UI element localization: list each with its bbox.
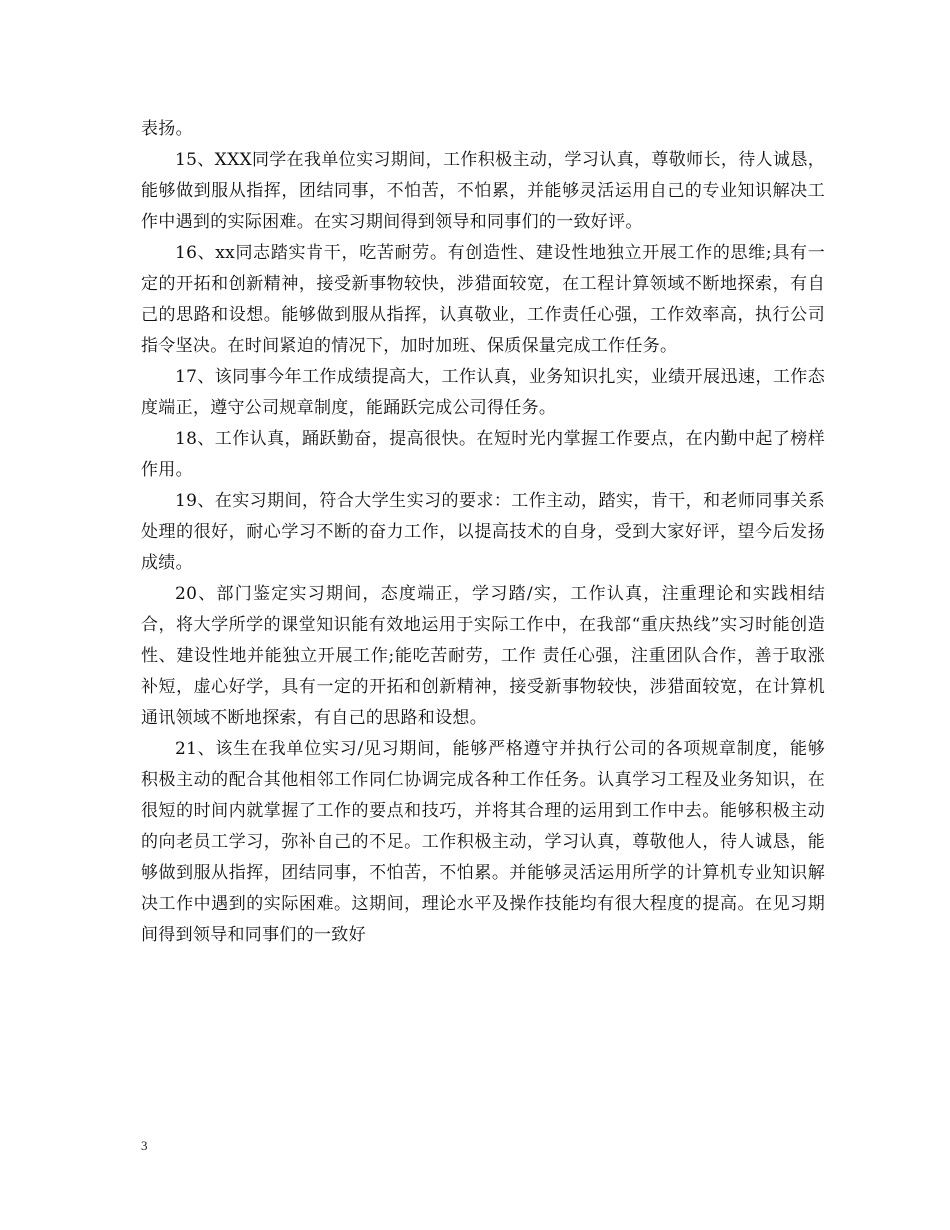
paragraph-19: 19、在实习期间，符合大学生实习的要求：工作主动，踏实，肯干，和老师同事关系处理的很好，耐心学习不断的奋力工作，以提高技术的自身，受到大家好评，望今后发扬成绩。: [141, 491, 825, 573]
paragraph-16: 16、xx同志踏实肯干，吃苦耐劳。有创造性、建设性地独立开展工作的思维;具有一定的开拓和创新精神，接受新事物较快，涉猎面较宽，在工程计算领域不断地探索，有自己的思路和设想。能够做到服从指挥，认真敬业，工作责任心强，工作效率高，执行公司指令坚决。在时间紧迫的情况下，加时加班、保质保量完成工作任务。: [141, 243, 825, 356]
paragraph-21: 21、该生在我单位实习/见习期间，能够严格遵守并执行公司的各项规章制度，能够积极主动的配合其他相邻工作同仁协调完成各种工作任务。认真学习工程及业务知识，在很短的时间内就掌握了工作的要点和技巧，并将其合理的运用到工作中去。能够积极主动的向老员工学习，弥补自己的不足。工作积极主动，学习认真，尊敬他人，待人诚恳，能够做到服从指挥，团结同事，不怕苦，不怕累。并能够灵活运用所学的计算机专业知识解决工作中遇到的实际困难。这期间，理论水平及操作技能均有很大程度的提高。在见习期间得到领导和同事们的一致好: [141, 739, 825, 945]
paragraph-15: 15、XXX同学在我单位实习期间，工作积极主动，学习认真，尊敬师长，待人诚恳，能够做到服从指挥，团结同事，不怕苦，不怕累，并能够灵活运用自己的专业知识解决工作中遇到的实际困难。在实习期间得到领导和同事们的一致好评。: [141, 150, 825, 232]
paragraph-17: 17、该同事今年工作成绩提高大，工作认真，业务知识扎实，业绩开展迅速，工作态度端正，遵守公司规章制度，能踊跃完成公司得任务。: [141, 367, 825, 418]
paragraph-20: 20、部门鉴定实习期间，态度端正，学习踏/实，工作认真，注重理论和实践相结合，将大学所学的课堂知识能有效地运用于实际工作中，在我部“重庆热线”实习时能创造性、建设性地并能独立开展工作;能吃苦耐劳，工作 责任心强，注重团队合作，善于取涨补短，虚心好学，具有一定的开拓和创新精神，接受新事物较快，涉猎面较宽，在计算机通讯领域不断地探索，有自己的思路和设想。: [141, 584, 825, 728]
paragraph-18: 18、工作认真，踊跃勤奋，提高很快。在短时光内掌握工作要点，在内勤中起了榜样作用。: [141, 429, 825, 480]
page-number: 3: [141, 1138, 148, 1153]
paragraph-continuation: 表扬。: [141, 119, 193, 139]
document-body: [141, 114, 825, 951]
